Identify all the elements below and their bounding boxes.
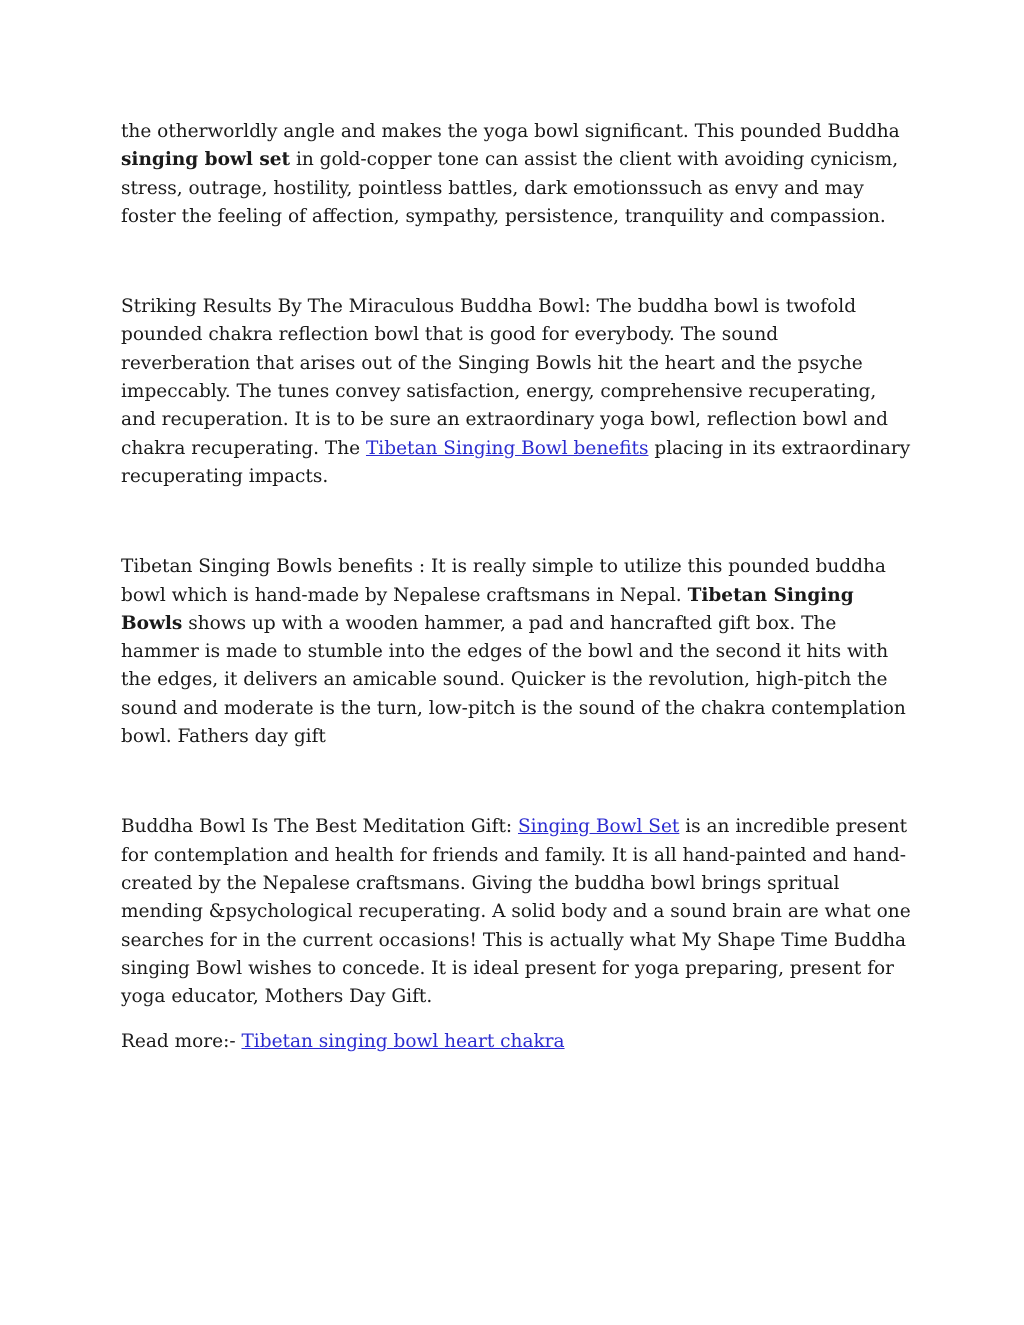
singing-bowl-set-bold: singing bowl set — [121, 149, 291, 171]
paragraph-striking-results — [121, 293, 911, 491]
paragraph-intro — [121, 118, 911, 231]
paragraph-spacer — [121, 231, 911, 293]
paragraph-spacer — [121, 491, 911, 553]
tibetan-singing-bowl-benefits-link[interactable]: Tibetan Singing Bowl benefits — [365, 437, 649, 459]
document-page — [121, 118, 911, 1057]
paragraph-benefits — [121, 553, 911, 751]
paragraph-benefits-text-2: shows up with a wooden hammer, a pad and hancrafted gift box. The hammer is made to stumble into the edges of the bowl and the second it hits with the edges, it delivers an amicable sound. Quicker is the revolution, high-pitch the sound and moderate is the turn, low-pitch is the sound of the chakra contemplation bowl. Fathers day gift — [121, 612, 906, 748]
paragraph-striking-results-text-1: Striking Results By The Miraculous Buddha Bowl: The buddha bowl is twofold pounded chakra reflection bowl that is good for everybody. The sound reverberation that arises out of the Singing Bowls hit the heart and the psyche impeccably. The tunes convey satisfaction, energy, comprehensive recuperating, and recuperation. It is to be sure an extraordinary yoga bowl, reflection bowl and chakra recuperating. The — [121, 296, 889, 459]
paragraph-benefits-text-1: Tibetan Singing Bowls benefits : It is really simple to utilize this pounded buddha bowl which is hand-made by Nepalese craftsmans in Nepal. — [121, 556, 886, 606]
heart-chakra-link[interactable]: Tibetan singing bowl heart chakra — [241, 1031, 565, 1053]
paragraph-striking-results-text-2: placing in its extraordinary recuperating impacts. — [121, 437, 911, 487]
tibetan-singing-bowls-bold: Tibetan Singing Bowls — [121, 584, 854, 634]
paragraph-meditation-gift — [121, 813, 911, 1011]
paragraph-intro-text-2: in gold-copper tone can assist the client with avoiding cynicism, stress, outrage, hostility, pointless battles, dark emotionssuch as envy and may foster the feeling of affection, sympathy, persistence, tranquility and compassion. — [121, 149, 899, 227]
read-more-label: Read more:- — [121, 1031, 242, 1053]
paragraph-meditation-gift-text-2: is an incredible present for contemplation and health for friends and family. It is all hand-painted and hand-created by the Nepalese craftsmans. Giving the buddha bowl brings spritual mending &psychological recuperating. A solid body and a sound brain are what one searches for in the current occasions! This is actually what My Shape Time Buddha singing Bowl wishes to concede. It is ideal present for yoga preparing, present for yoga educator, Mothers Day Gift. — [121, 816, 911, 1008]
paragraph-intro-text-1: the otherworldly angle and makes the yoga bowl significant. This pounded Buddha — [121, 121, 900, 142]
singing-bowl-set-link[interactable]: Singing Bowl Set — [518, 816, 680, 838]
paragraph-read-more — [121, 1028, 911, 1056]
paragraph-spacer — [121, 1011, 911, 1028]
paragraph-meditation-gift-text-1: Buddha Bowl Is The Best Meditation Gift: — [121, 816, 518, 838]
paragraph-spacer — [121, 751, 911, 813]
